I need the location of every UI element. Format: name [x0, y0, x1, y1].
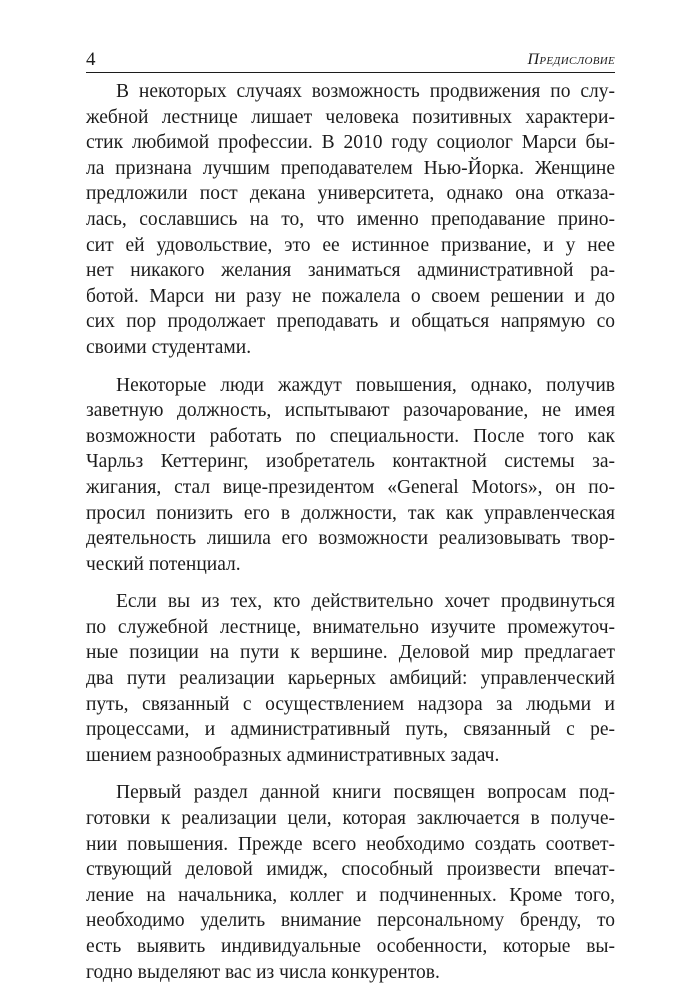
text-line: возможности работать по специальности. После того как	[86, 425, 615, 447]
paragraph-3	[86, 589, 615, 768]
header-rule	[86, 72, 615, 73]
text-line: сих пор продолжает преподавать и общаться напрямую со	[86, 311, 615, 333]
text-line: ботой. Марси ни разу не пожалела о своем решении и до	[86, 285, 615, 307]
text-line: путь, связанный с осуществлением надзора за людьми и	[86, 693, 615, 715]
text-line: нет никакого желания заниматься административной ра-	[86, 260, 615, 282]
text-line: Некоторые люди жаждут повышения, однако, получив	[116, 374, 615, 396]
text-line: В некоторых случаях возможность продвижения по слу-	[116, 81, 615, 102]
text-line: Первый раздел данной книги посвящен вопросам под-	[116, 782, 615, 804]
text-line: сит ей удовольствие, это ее истинное призвание, и у нее	[86, 234, 615, 256]
paragraph-2	[86, 373, 615, 578]
text-line: по служебной лестнице, внимательно изучите промежуточ-	[86, 616, 615, 638]
text-line: ла признана лучшим преподавателем Нью-Йорка. Женщине	[86, 157, 615, 179]
text-line: шением разнообразных административных задач.	[86, 744, 500, 766]
text-line: заветную должность, испытывают разочарование, не имея	[86, 400, 615, 422]
text-line: Чарльз Кеттеринг, изобретатель контактной системы за-	[86, 451, 615, 473]
text-line: деятельность лишила его возможности реализовывать твор-	[86, 528, 615, 550]
text-line: ные позиции на пути к вершине. Деловой мир предлагает	[86, 642, 615, 664]
text-line: годно выделяют вас из числа конкурентов.	[86, 961, 440, 983]
page-header	[86, 48, 615, 72]
page-number: 4	[86, 49, 96, 70]
paragraph-4	[86, 780, 615, 985]
text-line: лась, сославшись на то, что именно преподавание прино-	[86, 208, 615, 230]
text-line: стик любимой профессии. В 2010 году социолог Марси бы-	[86, 132, 615, 154]
text-line: два пути реализации карьерных амбиций: управленческий	[86, 668, 615, 690]
text-line: своими студентами.	[86, 336, 252, 358]
text-line: ствующий деловой имидж, способный произвести впечат-	[86, 859, 615, 881]
body-text	[86, 79, 615, 997]
text-line: процессами, и административный путь, связанный с ре-	[86, 719, 615, 741]
text-line: ление на начальника, коллег и подчиненных. Кроме того,	[86, 884, 615, 906]
text-line: готовки к реализации цели, которая заключается в получе-	[86, 808, 615, 830]
text-line: жигания, стал вице-президентом «General Motors», он по-	[86, 476, 615, 498]
text-line: необходимо уделить внимание персональному бренду, то	[86, 910, 615, 932]
text-line: жебной лестнице лишает человека позитивных характери-	[86, 106, 615, 128]
text-line: Если вы из тех, кто действительно хочет продвинуться	[116, 591, 615, 613]
paragraph-1	[86, 79, 615, 361]
text-line: просил понизить его в должности, так как управленческая	[86, 502, 615, 524]
text-line: есть выявить индивидуальные особенности, которые вы-	[86, 936, 615, 957]
running-head: Предисловие	[527, 51, 615, 68]
text-line: предложили пост декана университета, однако она отказа-	[86, 183, 615, 205]
text-line: нии повышения. Прежде всего необходимо создать соответ-	[86, 833, 615, 855]
text-line: ческий потенциал.	[86, 553, 241, 575]
